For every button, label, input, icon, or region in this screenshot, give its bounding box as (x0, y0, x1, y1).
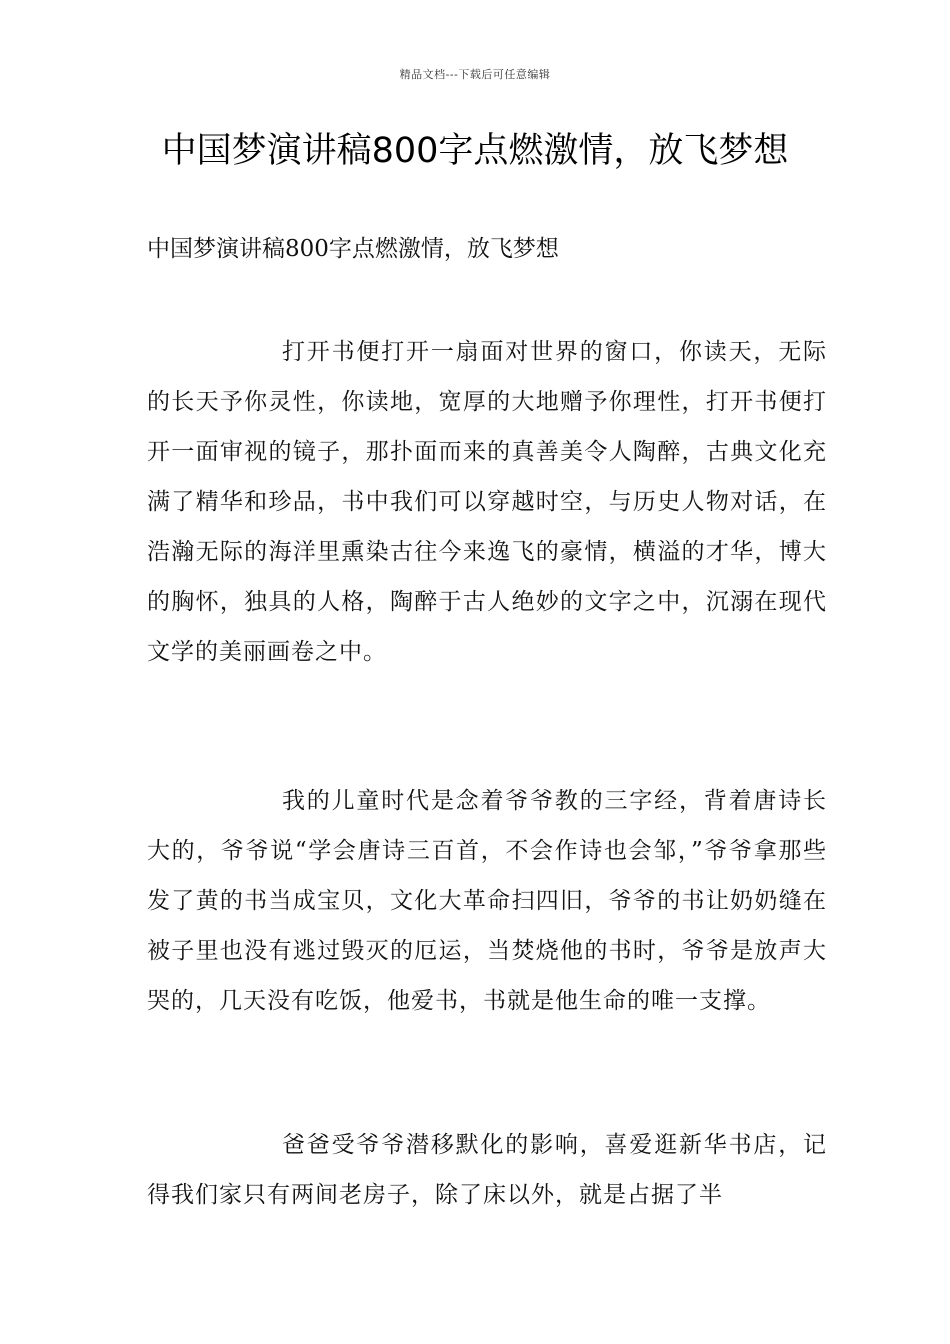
document-subtitle: 中国梦演讲稿800字点燃激情，放飞梦想 (147, 236, 559, 262)
body-paragraph-1: 打开书便打开一扇面对世界的窗口，你读天，无际的长天予你灵性，你读地，宽厚的大地赠予你理性，打开书便打开一面审视的镜子，那扑面而来的真善美令人陶醉，古典文化充满了精华和珍品，书中我们可以穿越时空，与历史人物对话，在浩瀚无际的海洋里熏染古往今来逸飞的豪情，横溢的才华，博大的胸怀，独具的人格，陶醉于古人绝妙的文字之中，沉溺在现代文学的美丽画卷之中。 (147, 339, 827, 665)
document-title: 中国梦演讲稿800字点燃激情，放飞梦想 (161, 131, 789, 171)
body-paragraph-2: 我的儿童时代是念着爷爷教的三字经，背着唐诗长大的，爷爷说“学会唐诗三百首，不会作诗也会邹，”爷爷拿那些发了黄的书当成宝贝，文化大革命扫四旧，爷爷的书让奶奶缝在被子里也没有逃过毁灭的厄运，当焚烧他的书时，爷爷是放声大哭的，几天没有吃饭，他爱书，书就是他生命的唯一支撑。 (147, 788, 827, 1014)
header-note: 精品文档---下载后可任意编辑 (399, 68, 551, 81)
body-paragraph-3: 爸爸受爷爷潜移默化的影响，喜爱逛新华书店，记得我们家只有两间老房子，除了床以外，就是占据了半 (147, 1132, 827, 1208)
